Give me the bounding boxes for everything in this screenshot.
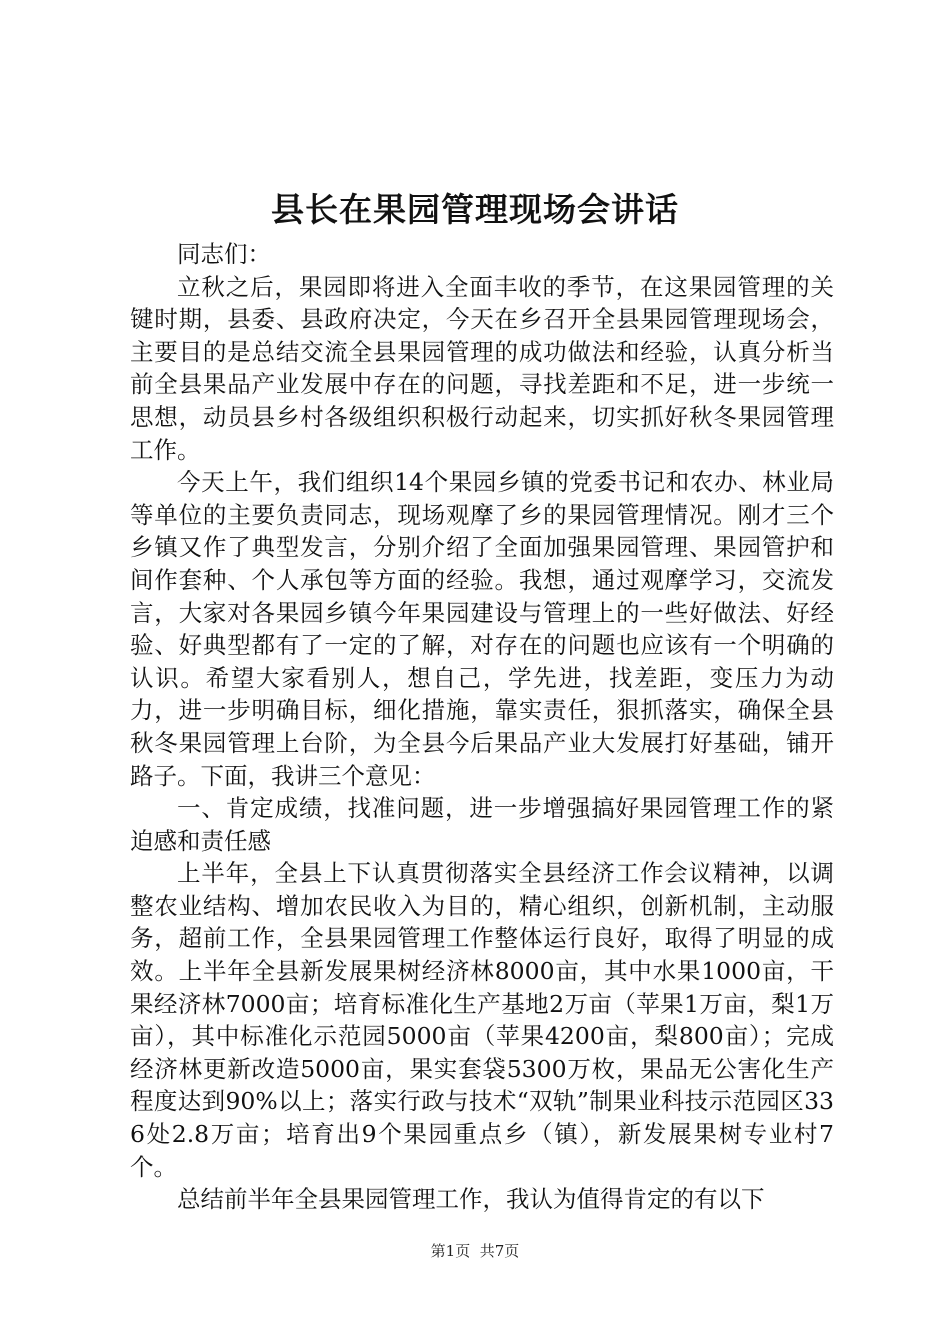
document-body: [130, 238, 834, 1216]
document-title: 县长在果园管理现场会讲话: [271, 190, 679, 229]
page-footer: [0, 1240, 950, 1262]
salutation-paragraph: 同志们：: [177, 240, 271, 268]
page-number: 第1页: [430, 1242, 471, 1260]
body-paragraph: 上半年，全县上下认真贯彻落实全县经济工作会议精神，以调整农业结构、增加农民收入为目的，精心组织，创新机制，主动服务，超前工作，全县果园管理工作整体运行良好，取得了明显的成效。上半年全县新发展果树经济林8000亩，其中水果1000亩，干果经济林7000亩；培育标准化生产基地2万亩（苹果1万亩，梨1万亩），其中标准化示范园5000亩（苹果4200亩，梨800亩）；完成经济林更新改造5000亩，果实套袋5300万枚，果品无公害化生产程度达到90%以上；落实行政与技术“双轨”制果业科技示范园区336处2.8万亩；培育出9个果园重点乡（镇），新发展果树专业村7个。: [130, 859, 834, 1181]
body-paragraph: 立秋之后，果园即将进入全面丰收的季节，在这果园管理的关键时期，县委、县政府决定，今天在乡召开全县果园管理现场会，主要目的是总结交流全县果园管理的成功做法和经验，认真分析当前全县果品产业发展中存在的问题，寻找差距和不足，进一步统一思想，动员县乡村各级组织积极行动起来，切实抓好秋冬果园管理工作。: [130, 272, 834, 464]
body-paragraph: 今天上午，我们组织14个果园乡镇的党委书记和农办、林业局等单位的主要负责同志，现场观摩了乡的果园管理情况。刚才三个乡镇又作了典型发言，分别介绍了全面加强果园管理、果园管护和间作套种、个人承包等方面的经验。我想，通过观摩学习，交流发言，大家对各果园乡镇今年果园建设与管理上的一些好做法、好经验、好典型都有了一定的了解，对存在的问题也应该有一个明确的认识。希望大家看别人，想自己，学先进，找差距，变压力为动力，进一步明确目标，细化措施，靠实责任，狠抓落实，确保全县秋冬果园管理上台阶，为全县今后果品产业大发展打好基础，铺开路子。下面，我讲三个意见：: [130, 468, 834, 790]
footer-separator: [470, 1242, 480, 1260]
page-total: 共7页: [479, 1242, 520, 1260]
body-paragraph: 总结前半年全县果园管理工作，我认为值得肯定的有以下: [177, 1185, 765, 1214]
section-heading: 一、肯定成绩，找准问题，进一步增强搞好果园管理工作的紧迫感和责任感: [130, 794, 834, 855]
